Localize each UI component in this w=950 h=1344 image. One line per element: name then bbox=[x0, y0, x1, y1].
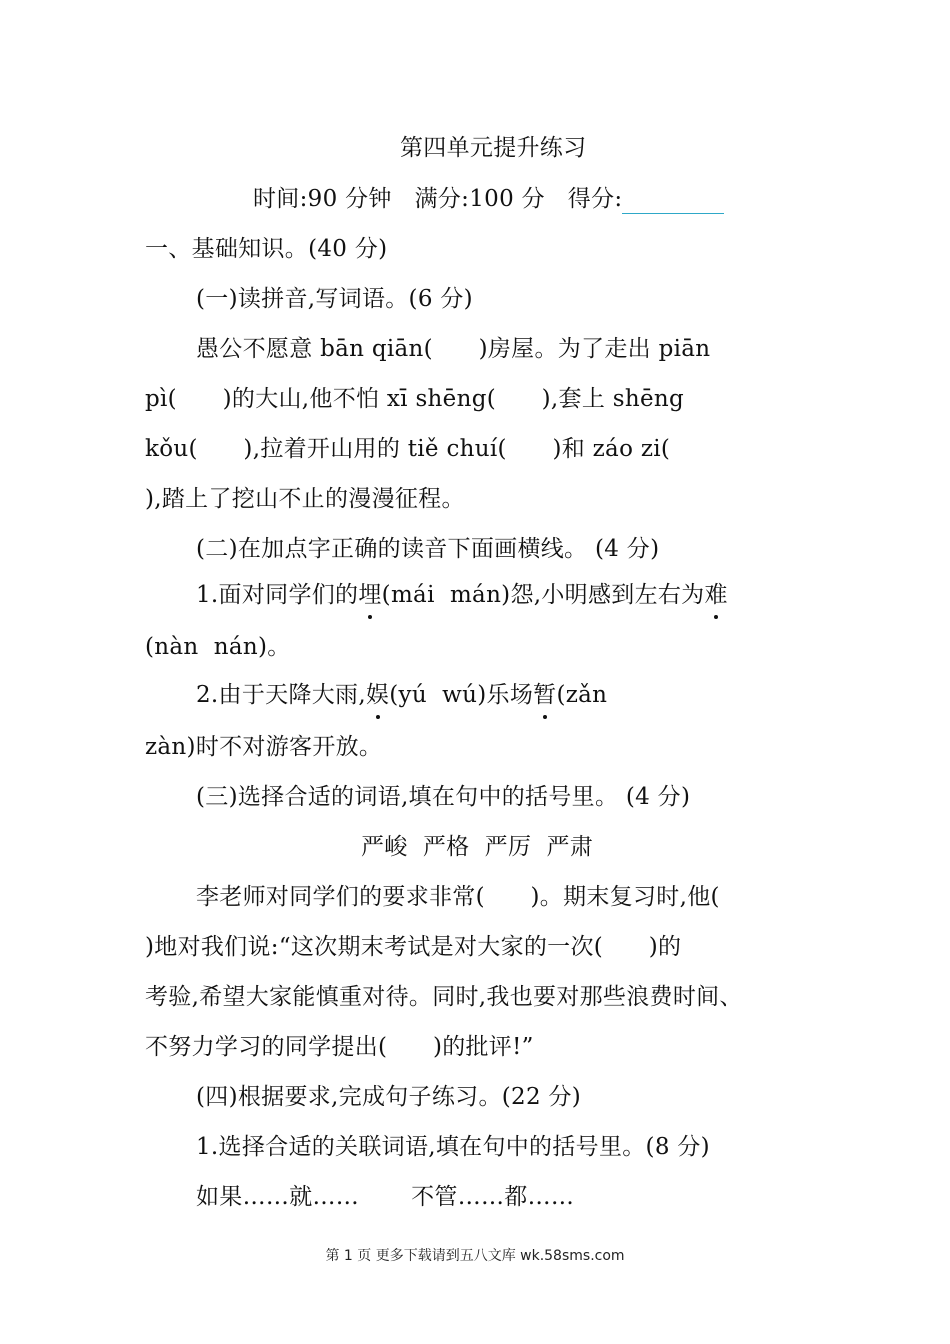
fill-line: 李老师对同学们的要求非常( )。期末复习时,他( bbox=[196, 884, 720, 910]
question-line: (nàn nán)。 bbox=[145, 634, 291, 660]
pinyin-line: kǒu( ),拉着开山用的 tiě chuí( )和 záo zi( bbox=[145, 436, 671, 462]
part-heading: (四)根据要求,完成句子练习。(22 分) bbox=[196, 1084, 582, 1110]
exam-meta bbox=[253, 184, 724, 214]
time-label: 时间:90 分钟 bbox=[253, 186, 392, 212]
conjunction-option: 如果……就…… bbox=[196, 1184, 360, 1210]
conjunction-option: 不管……都…… bbox=[411, 1184, 575, 1210]
fill-line: 不努力学习的同学提出( )的批评!” bbox=[145, 1034, 534, 1060]
question-line bbox=[196, 580, 728, 610]
part-heading: (一)读拼音,写词语。(6 分) bbox=[196, 286, 473, 312]
question-text: (mái mán)怨,小明感到左右为 bbox=[381, 582, 705, 608]
page-footer: 第 1 页 更多下载请到五八文库 wk.58sms.com bbox=[325, 1248, 625, 1264]
page-title: 第四单元提升练习 bbox=[400, 135, 587, 161]
question-line bbox=[196, 680, 607, 710]
part-heading: (三)选择合适的词语,填在句中的括号里。 (4 分) bbox=[196, 784, 691, 810]
dotted-char: 娱 bbox=[365, 682, 390, 708]
fill-line: 考验,希望大家能慎重对待。同时,我也要对那些浪费时间、 bbox=[145, 984, 743, 1010]
fill-line: )地对我们说:“这次期末考试是对大家的一次( )的 bbox=[145, 934, 682, 960]
dotted-char: 难 bbox=[704, 582, 728, 608]
question-line: zàn)时不对游客开放。 bbox=[145, 734, 383, 760]
section-heading: 一、基础知识。(40 分) bbox=[145, 236, 388, 262]
pinyin-line: ),踏上了挖山不止的漫漫征程。 bbox=[145, 486, 465, 512]
question-text: (yú wú)乐场 bbox=[389, 682, 534, 708]
dotted-char: 埋 bbox=[358, 582, 382, 608]
part-heading: (二)在加点字正确的读音下面画横线。 (4 分) bbox=[196, 536, 660, 562]
full-score-label: 满分:100 分 bbox=[414, 186, 545, 212]
question-text: 1.面对同学们的 bbox=[196, 582, 359, 608]
dotted-char: 暂 bbox=[533, 682, 557, 708]
question-line: 1.选择合适的关联词语,填在句中的括号里。(8 分) bbox=[196, 1134, 710, 1160]
score-label: 得分: bbox=[567, 186, 623, 212]
score-blank-line[interactable] bbox=[622, 187, 724, 214]
option-line bbox=[196, 1182, 574, 1212]
word-choices: 严峻 严格 严厉 严肃 bbox=[361, 834, 594, 860]
pinyin-line: pì( )的大山,他不怕 xī shēng( ),套上 shēng bbox=[145, 386, 685, 412]
pinyin-line: 愚公不愿意 bān qiān( )房屋。为了走出 piān bbox=[196, 336, 711, 362]
question-text: (zǎn bbox=[556, 682, 608, 708]
question-text: 2.由于天降大雨, bbox=[196, 682, 366, 708]
